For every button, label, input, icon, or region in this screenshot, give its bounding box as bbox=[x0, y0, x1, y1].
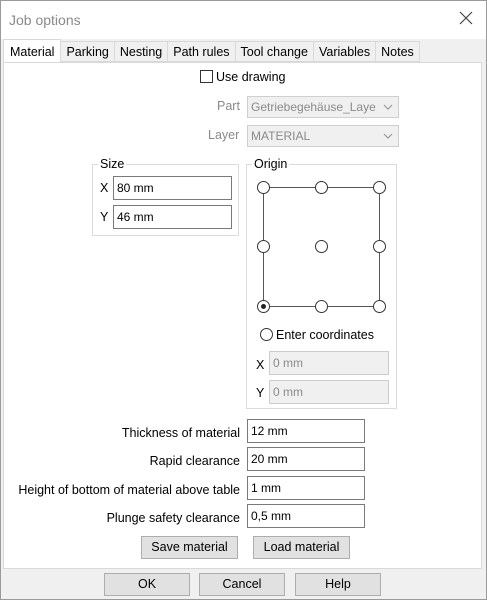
origin-grid-line bbox=[327, 187, 374, 188]
ok-button[interactable]: OK bbox=[104, 573, 190, 596]
enter-coordinates-radio[interactable] bbox=[260, 328, 273, 341]
origin-bottom-center-radio[interactable] bbox=[315, 300, 328, 313]
chevron-down-icon bbox=[382, 128, 394, 144]
size-y-label: Y bbox=[100, 210, 109, 224]
origin-center-radio[interactable] bbox=[315, 240, 328, 253]
origin-top-right-radio[interactable] bbox=[373, 181, 386, 194]
use-drawing-checkbox[interactable] bbox=[200, 70, 213, 83]
use-drawing-label: Use drawing bbox=[216, 70, 286, 84]
origin-y-label: Y bbox=[256, 386, 265, 400]
tab-variables[interactable]: Variables bbox=[313, 41, 376, 62]
tab-nesting[interactable]: Nesting bbox=[114, 41, 168, 62]
enter-coordinates-label: Enter coordinates bbox=[276, 328, 374, 342]
origin-bottom-right-radio[interactable] bbox=[373, 300, 386, 313]
origin-top-left-radio[interactable] bbox=[257, 181, 270, 194]
size-x-input[interactable]: 80 mm bbox=[113, 176, 232, 200]
tab-parking[interactable]: Parking bbox=[60, 41, 114, 62]
origin-grid-line bbox=[379, 253, 380, 300]
origin-grid-line bbox=[327, 306, 374, 307]
height-above-table-input[interactable]: 1 mm bbox=[247, 476, 365, 500]
part-select[interactable] bbox=[247, 96, 399, 118]
size-x-label: X bbox=[100, 181, 109, 195]
origin-x-label: X bbox=[256, 358, 265, 372]
part-select-value: Getriebegehäuse_Laye bbox=[251, 100, 376, 114]
origin-grid-line bbox=[269, 187, 316, 188]
rapid-clearance-input[interactable]: 20 mm bbox=[247, 447, 365, 471]
close-icon[interactable] bbox=[456, 8, 476, 28]
title-bar bbox=[1, 1, 486, 39]
origin-grid-line bbox=[269, 306, 316, 307]
origin-top-center-radio[interactable] bbox=[315, 181, 328, 194]
tab-bar bbox=[3, 41, 419, 63]
origin-y-input[interactable]: 0 mm bbox=[269, 380, 389, 404]
height-above-table-label: Height of bottom of material above table bbox=[18, 483, 240, 497]
window-title: Job options bbox=[9, 12, 81, 28]
plunge-clearance-label: Plunge safety clearance bbox=[106, 511, 240, 525]
layer-label: Layer bbox=[208, 128, 240, 142]
origin-grid-line bbox=[263, 253, 264, 300]
cancel-button[interactable]: Cancel bbox=[199, 573, 285, 596]
help-button[interactable]: Help bbox=[295, 573, 381, 596]
origin-middle-right-radio[interactable] bbox=[373, 240, 386, 253]
material-panel bbox=[3, 62, 482, 569]
thickness-input[interactable]: 12 mm bbox=[247, 419, 365, 443]
tab-notes[interactable]: Notes bbox=[375, 41, 420, 62]
size-group-title: Size bbox=[100, 157, 125, 171]
size-y-input[interactable]: 46 mm bbox=[113, 205, 232, 229]
origin-grid-line bbox=[263, 194, 264, 241]
tab-material[interactable]: Material bbox=[3, 39, 61, 62]
save-material-button[interactable]: Save material bbox=[141, 536, 238, 559]
part-label: Part bbox=[217, 99, 240, 113]
plunge-clearance-input[interactable]: 0,5 mm bbox=[247, 504, 365, 528]
layer-select-value: MATERIAL bbox=[251, 129, 311, 143]
tab-path-rules[interactable]: Path rules bbox=[167, 41, 235, 62]
chevron-down-icon bbox=[382, 99, 394, 115]
origin-middle-left-radio[interactable] bbox=[257, 240, 270, 253]
origin-bottom-left-radio[interactable] bbox=[257, 300, 270, 313]
origin-group-title: Origin bbox=[254, 157, 288, 171]
thickness-label: Thickness of material bbox=[121, 426, 240, 440]
layer-select[interactable] bbox=[247, 125, 399, 147]
origin-grid-line bbox=[379, 194, 380, 241]
tab-tool-change[interactable]: Tool change bbox=[235, 41, 314, 62]
load-material-button[interactable]: Load material bbox=[253, 536, 350, 559]
origin-x-input[interactable]: 0 mm bbox=[269, 351, 389, 375]
rapid-clearance-label: Rapid clearance bbox=[149, 454, 240, 468]
